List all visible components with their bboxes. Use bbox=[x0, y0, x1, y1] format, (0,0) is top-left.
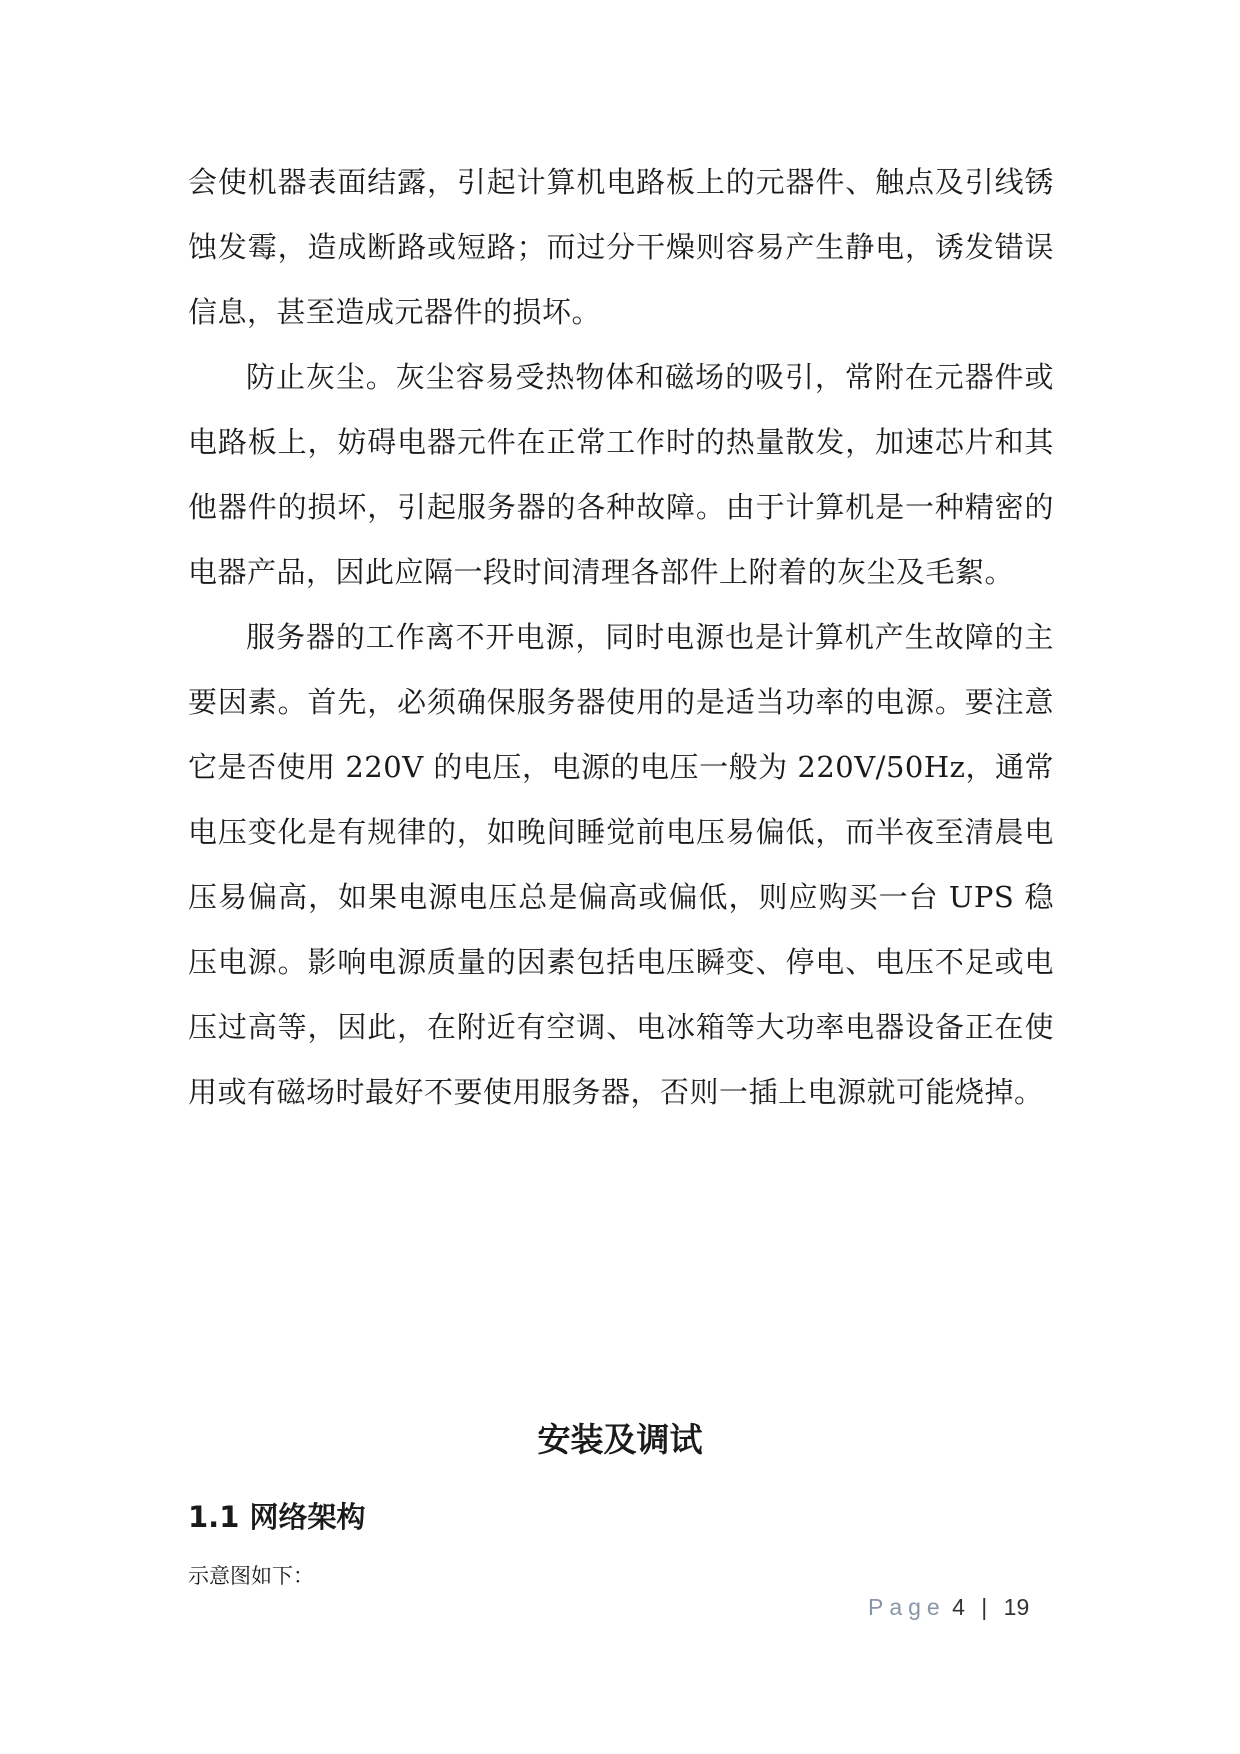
page-footer bbox=[868, 1590, 1029, 1624]
paragraph-continuation: 会使机器表面结露，引起计算机电路板上的元器件、触点及引线锈蚀发霉，造成断路或短路；而过分干燥则容易产生静电，诱发错误信息，甚至造成元器件的损坏。 bbox=[188, 165, 1054, 329]
page-current: 4 bbox=[952, 1594, 965, 1620]
chapter-heading: 安装及调试 bbox=[537, 1420, 703, 1459]
body-text bbox=[188, 150, 1054, 1125]
page-total: 19 bbox=[1003, 1594, 1030, 1620]
paragraph-dust: 防止灰尘。灰尘容易受热物体和磁场的吸引，常附在元器件或电路板上，妨碍电器元件在正常工作时的热量散发，加速芯片和其他器件的损坏，引起服务器的各种故障。由于计算机是一种精密的电器产品，因此应隔一段时间清理各部件上附着的灰尘及毛絮。 bbox=[188, 360, 1054, 589]
section-heading: 1.1 网络架构 bbox=[188, 1500, 366, 1534]
caption-text: 示意图如下： bbox=[188, 1564, 314, 1588]
page-separator: | bbox=[981, 1594, 988, 1620]
paragraph-power: 服务器的工作离不开电源，同时电源也是计算机产生故障的主要因素。首先，必须确保服务器使用的是适当功率的电源。要注意它是否使用 220V 的电压，电源的电压一般为 220V/50Hz，通常电压变化是有规律的，如晚间睡觉前电压易偏低，而半夜至清晨电压易偏高，如果电源电压总是偏高或偏低，则应购买一台 UPS 稳压电源。影响电源质量的因素包括电压瞬变、停电、电压不足或电压过高等，因此，在附近有空调、电冰箱等大功率电器设备正在使用或有磁场时最好不要使用服务器，否则一插上电源就可能烧掉。 bbox=[188, 620, 1054, 1109]
page-label: Page bbox=[868, 1594, 946, 1620]
